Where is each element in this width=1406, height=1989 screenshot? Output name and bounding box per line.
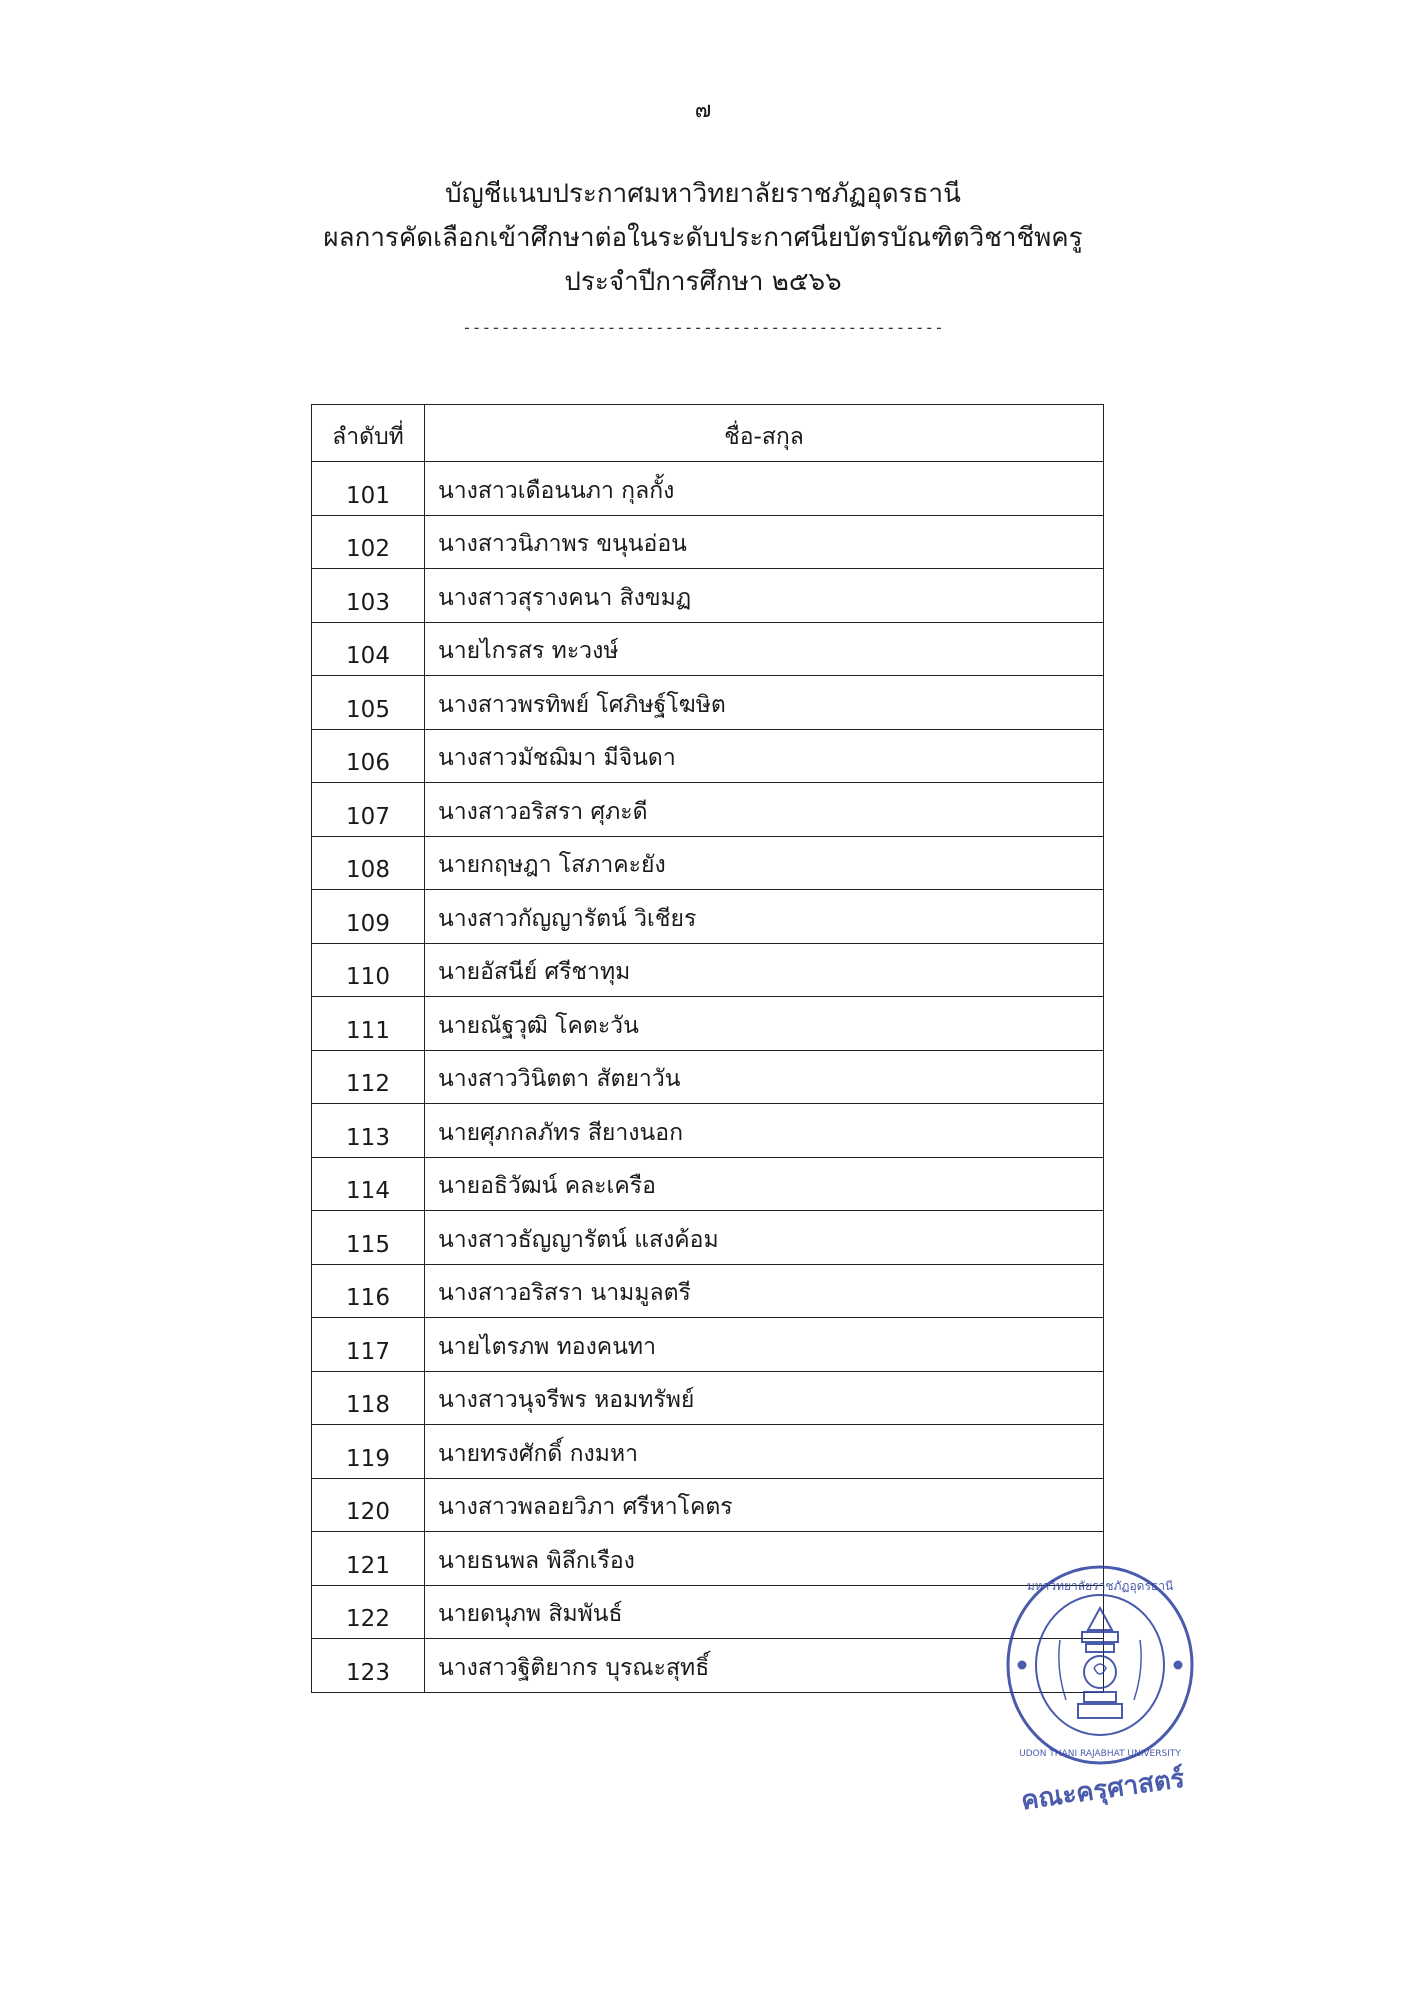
- row-number: 120: [312, 1478, 425, 1532]
- table-row: [312, 997, 1104, 1051]
- row-full-name: นายดนุภพ สิมพันธ์: [425, 1585, 1104, 1639]
- row-full-name: นายศุภกลภัทร สียางนอก: [425, 1104, 1104, 1158]
- table-header-row: [312, 405, 1104, 462]
- row-full-name: นางสาวนิภาพร ขนุนอ่อน: [425, 515, 1104, 569]
- table-row: [312, 1264, 1104, 1318]
- table-row: [312, 515, 1104, 569]
- row-full-name: นางสาวพรทิพย์ โศภิษฐ์โฆษิต: [425, 676, 1104, 730]
- table-row: [312, 890, 1104, 944]
- table-row: [312, 729, 1104, 783]
- row-full-name: นางสาวพลอยวิภา ศรีหาโคตร: [425, 1478, 1104, 1532]
- row-full-name: นายกฤษฎา โสภาคะยัง: [425, 836, 1104, 890]
- row-number: 123: [312, 1639, 425, 1693]
- seal-text-bottom: UDON THANI RAJABHAT UNIVERSITY: [1019, 1749, 1181, 1759]
- candidate-table: [311, 404, 1104, 1693]
- row-full-name: นายอัสนีย์ ศรีชาทุม: [425, 943, 1104, 997]
- table-row: [312, 1585, 1104, 1639]
- document-heading: [0, 172, 1406, 304]
- heading-divider: --------------------------------------------------: [462, 318, 944, 337]
- heading-line-2: ผลการคัดเลือกเข้าศึกษาต่อในระดับประกาศนียบัตรบัณฑิตวิชาชีพครู: [323, 223, 1083, 253]
- table-row: [312, 1639, 1104, 1693]
- row-full-name: นางสาวนุจรีพร หอมทรัพย์: [425, 1371, 1104, 1425]
- seal-stamp-text: คณะครุศาสตร์: [1019, 1763, 1187, 1817]
- header-number: ลำดับที่: [312, 405, 425, 462]
- row-number: 115: [312, 1211, 425, 1265]
- row-number: 113: [312, 1104, 425, 1158]
- table-row: [312, 676, 1104, 730]
- row-full-name: นายทรงศักดิ์ กงมหา: [425, 1425, 1104, 1479]
- row-full-name: นางสาวฐิติยากร บุรณะสุทธิ์: [425, 1639, 1104, 1693]
- row-full-name: นางสาวสุรางคนา สิงขมฏ: [425, 569, 1104, 623]
- row-number: 107: [312, 783, 425, 837]
- table-row: [312, 1318, 1104, 1372]
- table-row: [312, 943, 1104, 997]
- row-number: 110: [312, 943, 425, 997]
- university-seal: [1000, 1560, 1200, 1830]
- row-full-name: นางสาวอริสรา ศุภะดี: [425, 783, 1104, 837]
- table-body: [312, 462, 1104, 1693]
- row-number: 117: [312, 1318, 425, 1372]
- row-full-name: นางสาววินิตตา สัตยาวัน: [425, 1050, 1104, 1104]
- table-row: [312, 1211, 1104, 1265]
- table-row: [312, 1425, 1104, 1479]
- row-full-name: นางสาวเดือนนภา กุลกั้ง: [425, 462, 1104, 516]
- table-row: [312, 622, 1104, 676]
- row-number: 104: [312, 622, 425, 676]
- page-number: ๗: [694, 98, 712, 123]
- header-name: ชื่อ-สกุล: [425, 405, 1104, 462]
- table-row: [312, 1104, 1104, 1158]
- row-full-name: นางสาวกัญญารัตน์ วิเชียร: [425, 890, 1104, 944]
- row-number: 121: [312, 1532, 425, 1586]
- table-row: [312, 1050, 1104, 1104]
- row-number: 102: [312, 515, 425, 569]
- table-row: [312, 462, 1104, 516]
- row-number: 103: [312, 569, 425, 623]
- heading-line-3: ประจำปีการศึกษา ๒๕๖๖: [564, 267, 842, 297]
- row-number: 109: [312, 890, 425, 944]
- table-row: [312, 1157, 1104, 1211]
- row-full-name: นางสาวมัชฌิมา มีจินดา: [425, 729, 1104, 783]
- row-full-name: นายอธิวัฒน์ คละเครือ: [425, 1157, 1104, 1211]
- row-number: 118: [312, 1371, 425, 1425]
- table-row: [312, 1478, 1104, 1532]
- row-number: 116: [312, 1264, 425, 1318]
- table-row: [312, 1532, 1104, 1586]
- row-full-name: นายไตรภพ ทองคนทา: [425, 1318, 1104, 1372]
- table-row: [312, 836, 1104, 890]
- row-number: 111: [312, 997, 425, 1051]
- row-full-name: นายไกรสร ทะวงษ์: [425, 622, 1104, 676]
- row-number: 114: [312, 1157, 425, 1211]
- heading-line-1: บัญชีแนบประกาศมหาวิทยาลัยราชภัฏอุดรธานี: [445, 179, 961, 209]
- seal-text-top: มหาวิทยาลัยราชภัฏอุดรธานี: [1026, 1579, 1174, 1593]
- row-full-name: นายธนพล พิลึกเรือง: [425, 1532, 1104, 1586]
- row-number: 119: [312, 1425, 425, 1479]
- row-full-name: นางสาวอริสรา นามมูลตรี: [425, 1264, 1104, 1318]
- row-number: 122: [312, 1585, 425, 1639]
- table-row: [312, 1371, 1104, 1425]
- row-full-name: นางสาวธัญญารัตน์ แสงค้อม: [425, 1211, 1104, 1265]
- table-row: [312, 783, 1104, 837]
- row-full-name: นายณัฐวุฒิ โคตะวัน: [425, 997, 1104, 1051]
- table-row: [312, 569, 1104, 623]
- row-number: 112: [312, 1050, 425, 1104]
- row-number: 108: [312, 836, 425, 890]
- row-number: 105: [312, 676, 425, 730]
- row-number: 106: [312, 729, 425, 783]
- row-number: 101: [312, 462, 425, 516]
